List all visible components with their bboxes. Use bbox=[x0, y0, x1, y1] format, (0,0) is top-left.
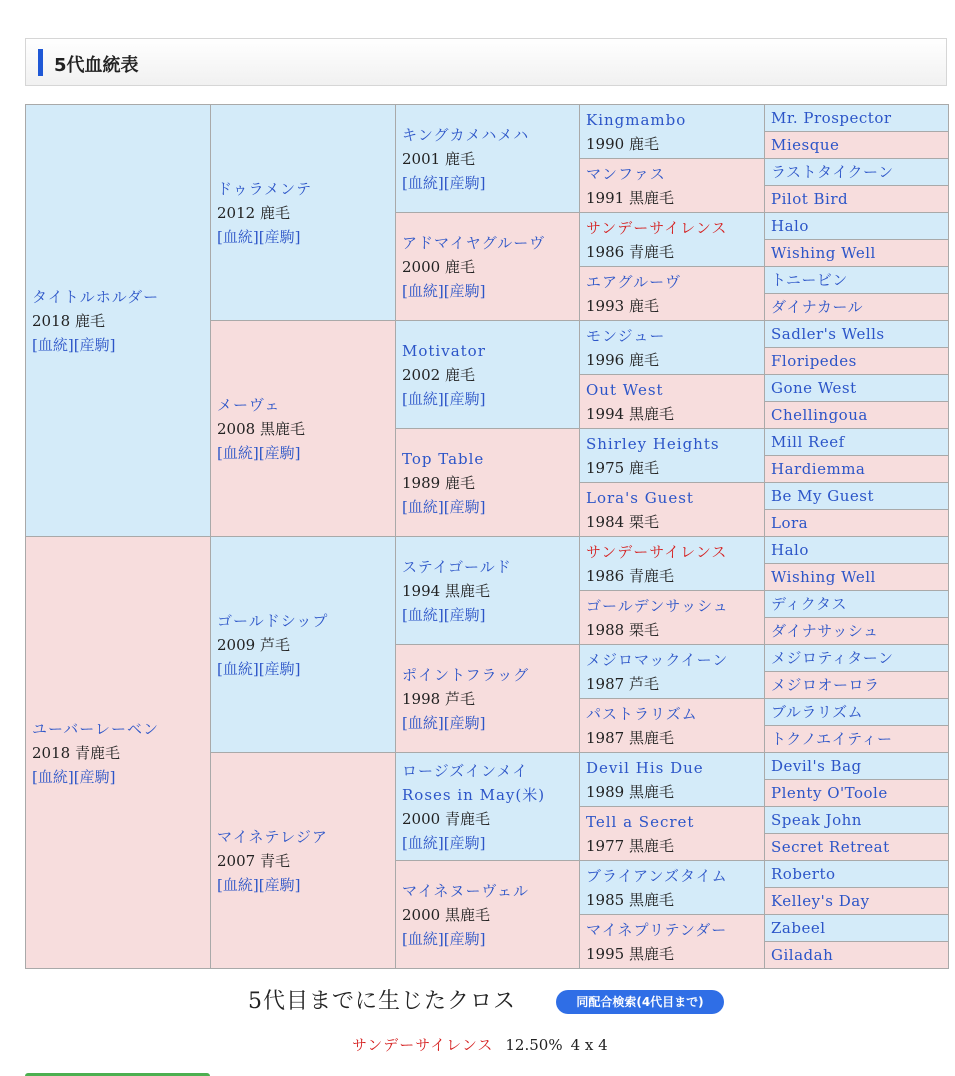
progeny-link[interactable]: [産駒] bbox=[258, 659, 301, 678]
pedigree-cell-g5 bbox=[765, 672, 949, 699]
horse-name[interactable]: キングカメハメハ bbox=[402, 125, 530, 144]
cross-horse-name[interactable]: サンデーサイレンス bbox=[352, 1036, 494, 1054]
horse-name[interactable]: Top Table bbox=[402, 449, 485, 468]
horse-name[interactable]: Tell a Secret bbox=[586, 812, 695, 831]
horse-links bbox=[402, 831, 573, 855]
horse-info: 2000 青鹿毛 bbox=[402, 809, 490, 828]
pedigree-cell-g4 bbox=[580, 213, 765, 267]
horse-name[interactable]: Sadler's Wells bbox=[771, 325, 885, 343]
horse-name[interactable]: Roberto bbox=[771, 865, 836, 883]
horse-info: 2009 芦毛 bbox=[217, 635, 290, 654]
horse-name[interactable]: Hardiemma bbox=[771, 460, 866, 478]
pedigree-cell-g4 bbox=[580, 429, 765, 483]
horse-info: 2012 鹿毛 bbox=[217, 203, 290, 222]
horse-name[interactable]: ゴールドシップ bbox=[217, 611, 329, 630]
pedigree-cell-g5 bbox=[765, 267, 949, 294]
pedigree-table bbox=[25, 104, 949, 969]
pedigree-cell-g5 bbox=[765, 483, 949, 510]
pedigree-cell-g5 bbox=[765, 375, 949, 402]
horse-links bbox=[402, 927, 573, 951]
progeny-link[interactable]: [産駒] bbox=[258, 875, 301, 894]
horse-name[interactable]: ポイントフラッグ bbox=[402, 665, 530, 684]
horse-info: 1987 黒鹿毛 bbox=[586, 728, 674, 747]
pedigree-cell-g5 bbox=[765, 456, 949, 483]
blood-link[interactable]: [血統] bbox=[402, 497, 444, 516]
horse-links bbox=[402, 495, 573, 519]
pedigree-cell-g5 bbox=[765, 618, 949, 645]
pedigree-cell-g3 bbox=[396, 105, 580, 213]
horse-links bbox=[32, 333, 204, 357]
pedigree-cell-g4 bbox=[580, 267, 765, 321]
horse-links bbox=[402, 279, 573, 303]
horse-info: 1993 鹿毛 bbox=[586, 296, 659, 315]
pedigree-cell-g4 bbox=[580, 807, 765, 861]
horse-name[interactable]: ステイゴールド bbox=[402, 557, 512, 576]
horse-name[interactable]: Devil's Bag bbox=[771, 757, 862, 775]
pedigree-cell-g2 bbox=[211, 753, 396, 969]
progeny-link[interactable]: [産駒] bbox=[443, 929, 486, 948]
pedigree-cell-g5 bbox=[765, 861, 949, 888]
horse-name[interactable]: メジロティターン bbox=[771, 649, 894, 667]
pedigree-cell-g5 bbox=[765, 564, 949, 591]
pedigree-cell-g5 bbox=[765, 429, 949, 456]
horse-info: 2007 青毛 bbox=[217, 851, 290, 870]
horse-name[interactable]: サンデーサイレンス bbox=[586, 218, 728, 237]
horse-name[interactable]: マイネテレジア bbox=[217, 827, 328, 846]
horse-name[interactable]: ダイナサッシュ bbox=[771, 622, 879, 640]
horse-name[interactable]: Secret Retreat bbox=[771, 838, 890, 856]
page-title: 5代血統表 bbox=[54, 55, 139, 76]
pedigree-cell-g5 bbox=[765, 834, 949, 861]
horse-info: 1994 黒鹿毛 bbox=[586, 404, 674, 423]
horse-name[interactable]: Motivator bbox=[402, 341, 486, 360]
horse-name[interactable]: Lora's Guest bbox=[586, 488, 694, 507]
horse-name[interactable]: マイネヌーヴェル bbox=[402, 881, 529, 900]
progeny-link[interactable]: [産駒] bbox=[443, 833, 486, 852]
horse-links bbox=[217, 657, 389, 681]
blood-link[interactable]: [血統] bbox=[32, 335, 74, 354]
horse-name[interactable]: メーヴェ bbox=[217, 395, 281, 414]
blood-link[interactable]: [血統] bbox=[217, 659, 259, 678]
pedigree-cell-g5 bbox=[765, 348, 949, 375]
pedigree-cell-g1 bbox=[26, 537, 211, 969]
horse-name[interactable]: マンファス bbox=[586, 164, 666, 183]
horse-name[interactable]: Mill Reef bbox=[771, 433, 845, 451]
horse-name[interactable]: Wishing Well bbox=[771, 568, 876, 586]
pedigree-cell-g4 bbox=[580, 915, 765, 969]
horse-name[interactable]: ディクタス bbox=[771, 595, 848, 613]
horse-info: 1986 青鹿毛 bbox=[586, 566, 674, 585]
progeny-link[interactable]: [産駒] bbox=[73, 335, 116, 354]
pedigree-cell-g5 bbox=[765, 186, 949, 213]
same-breeding-search-button[interactable]: 同配合検索(4代目まで) bbox=[556, 990, 724, 1014]
horse-name[interactable]: トニービン bbox=[771, 271, 848, 289]
pedigree-cell-g4 bbox=[580, 753, 765, 807]
horse-name[interactable]: Halo bbox=[771, 217, 809, 235]
horse-name[interactable]: Mr. Prospector bbox=[771, 109, 892, 127]
pedigree-cell-g5 bbox=[765, 915, 949, 942]
blood-link[interactable]: [血統] bbox=[402, 173, 444, 192]
pedigree-cell-g3 bbox=[396, 861, 580, 969]
horse-name[interactable]: Gone West bbox=[771, 379, 857, 397]
horse-name[interactable]: Devil His Due bbox=[586, 758, 704, 777]
horse-links bbox=[402, 711, 573, 735]
pedigree-cell-g4 bbox=[580, 375, 765, 429]
horse-name[interactable]: ダイナカール bbox=[771, 298, 864, 316]
pedigree-cell-g5 bbox=[765, 807, 949, 834]
horse-name[interactable]: メジロマックイーン bbox=[586, 650, 729, 669]
pedigree-cell-g5 bbox=[765, 510, 949, 537]
horse-name[interactable]: モンジュー bbox=[586, 326, 666, 345]
horse-info: 1998 芦毛 bbox=[402, 689, 475, 708]
horse-links bbox=[402, 171, 573, 195]
progeny-link[interactable]: [産駒] bbox=[258, 227, 301, 246]
progeny-link[interactable]: [産駒] bbox=[443, 389, 486, 408]
pedigree-row bbox=[26, 105, 949, 132]
horse-info: 1977 黒鹿毛 bbox=[586, 836, 674, 855]
horse-name[interactable]: ゴールデンサッシュ bbox=[586, 596, 729, 615]
blood-link[interactable]: [血統] bbox=[217, 443, 259, 462]
pedigree-cell-g2 bbox=[211, 105, 396, 321]
pedigree-cell-g5 bbox=[765, 699, 949, 726]
horse-name[interactable]: ロージズインメイ bbox=[402, 761, 529, 780]
horse-name[interactable]: Pilot Bird bbox=[771, 190, 849, 208]
pedigree-cell-g5 bbox=[765, 726, 949, 753]
pedigree-cell-g5 bbox=[765, 780, 949, 807]
horse-name[interactable]: Kelley's Day bbox=[771, 892, 870, 910]
horse-info: 1996 鹿毛 bbox=[586, 350, 659, 369]
horse-info: 2018 鹿毛 bbox=[32, 311, 105, 330]
horse-links bbox=[217, 225, 389, 249]
blood-link[interactable]: [血統] bbox=[32, 767, 74, 786]
pedigree-cell-g4 bbox=[580, 699, 765, 753]
horse-name[interactable]: Floripedes bbox=[771, 352, 857, 370]
progeny-link[interactable]: [産駒] bbox=[443, 497, 486, 516]
horse-info: 1984 栗毛 bbox=[586, 512, 659, 531]
blood-link[interactable]: [血統] bbox=[217, 227, 259, 246]
horse-info: 2000 黒鹿毛 bbox=[402, 905, 490, 924]
pedigree-cell-g5 bbox=[765, 105, 949, 132]
horse-name[interactable]: ユーバーレーベン bbox=[32, 719, 159, 738]
pedigree-cell-g5 bbox=[765, 132, 949, 159]
horse-name[interactable]: Giladah bbox=[771, 946, 834, 964]
pedigree-cell-g3 bbox=[396, 753, 580, 861]
horse-name[interactable]: サンデーサイレンス bbox=[586, 542, 728, 561]
pedigree-cell-g3 bbox=[396, 645, 580, 753]
horse-links bbox=[402, 387, 573, 411]
horse-name[interactable]: マイネプリテンダー bbox=[586, 920, 728, 939]
horse-info: 1988 栗毛 bbox=[586, 620, 659, 639]
cross-generation: 4 x 4 bbox=[570, 1036, 608, 1054]
horse-info: 1995 黒鹿毛 bbox=[586, 944, 674, 963]
horse-name[interactable]: Kingmambo bbox=[586, 110, 687, 129]
pedigree-cell-g5 bbox=[765, 753, 949, 780]
horse-name[interactable]: エアグルーヴ bbox=[586, 272, 682, 291]
horse-links bbox=[217, 441, 389, 465]
blood-link[interactable]: [血統] bbox=[402, 833, 444, 852]
pedigree-cell-g2 bbox=[211, 321, 396, 537]
horse-name[interactable]: ブライアンズタイム bbox=[586, 866, 728, 885]
progeny-link[interactable]: [産駒] bbox=[443, 173, 486, 192]
horse-info: 1987 芦毛 bbox=[586, 674, 659, 693]
pedigree-cell-g3 bbox=[396, 537, 580, 645]
horse-info: 2001 鹿毛 bbox=[402, 149, 475, 168]
pedigree-cell-g3 bbox=[396, 321, 580, 429]
pedigree-cell-g5 bbox=[765, 159, 949, 186]
horse-info: 1989 鹿毛 bbox=[402, 473, 475, 492]
pedigree-cell-g5 bbox=[765, 591, 949, 618]
horse-name[interactable]: トクノエイティー bbox=[771, 730, 893, 748]
horse-info: 2000 鹿毛 bbox=[402, 257, 475, 276]
header-accent-bar bbox=[38, 49, 43, 76]
pedigree-cell-g4 bbox=[580, 537, 765, 591]
pedigree-cell-g5 bbox=[765, 942, 949, 969]
pedigree-cell-g4 bbox=[580, 159, 765, 213]
horse-name[interactable]: Miesque bbox=[771, 136, 840, 154]
horse-name[interactable]: ラストタイクーン bbox=[771, 163, 894, 181]
horse-info: 1994 黒鹿毛 bbox=[402, 581, 490, 600]
progeny-link[interactable]: [産駒] bbox=[258, 443, 301, 462]
horse-name[interactable]: Plenty O'Toole bbox=[771, 784, 888, 802]
blood-link[interactable]: [血統] bbox=[402, 389, 444, 408]
horse-info: 1989 黒鹿毛 bbox=[586, 782, 674, 801]
horse-name[interactable]: Out West bbox=[586, 380, 664, 399]
horse-name[interactable]: ドゥラメンテ bbox=[217, 179, 313, 198]
horse-name[interactable]: Shirley Heights bbox=[586, 434, 720, 453]
progeny-link[interactable]: [産駒] bbox=[443, 713, 486, 732]
pedigree-cell-g5 bbox=[765, 645, 949, 672]
progeny-link[interactable]: [産駒] bbox=[443, 281, 486, 300]
horse-name[interactable]: Be My Guest bbox=[771, 487, 875, 505]
horse-links bbox=[217, 873, 389, 897]
progeny-link[interactable]: [産駒] bbox=[73, 767, 116, 786]
horse-name[interactable]: メジロオーロラ bbox=[771, 676, 880, 694]
horse-name[interactable]: アドマイヤグルーヴ bbox=[402, 233, 546, 252]
pedigree-cell-g1 bbox=[26, 105, 211, 537]
pedigree-cell-g4 bbox=[580, 321, 765, 375]
horse-info: 1990 鹿毛 bbox=[586, 134, 659, 153]
blood-link[interactable]: [血統] bbox=[402, 605, 444, 624]
pedigree-cell-g4 bbox=[580, 861, 765, 915]
horse-name-alt[interactable]: Roses in May(米) bbox=[402, 785, 546, 804]
pedigree-cell-g4 bbox=[580, 483, 765, 537]
horse-info: 2018 青鹿毛 bbox=[32, 743, 120, 762]
pedigree-cell-g3 bbox=[396, 429, 580, 537]
pedigree-cell-g5 bbox=[765, 537, 949, 564]
horse-info: 2002 鹿毛 bbox=[402, 365, 475, 384]
pedigree-cell-g4 bbox=[580, 105, 765, 159]
horse-info: 1975 鹿毛 bbox=[586, 458, 659, 477]
cross-percent: 12.50% bbox=[505, 1036, 563, 1054]
section-header bbox=[25, 38, 947, 86]
horse-name[interactable]: Halo bbox=[771, 541, 809, 559]
blood-link[interactable]: [血統] bbox=[217, 875, 259, 894]
pedigree-cell-g4 bbox=[580, 645, 765, 699]
horse-name[interactable]: Chellingoua bbox=[771, 406, 868, 424]
horse-name[interactable]: ブルラリズム bbox=[771, 703, 864, 721]
cross-title: 5代目までに生じたクロス bbox=[248, 989, 516, 1014]
horse-name[interactable]: Wishing Well bbox=[771, 244, 876, 262]
pedigree-cell-g5 bbox=[765, 402, 949, 429]
pedigree-cell-g3 bbox=[396, 213, 580, 321]
horse-name[interactable]: Speak John bbox=[771, 811, 862, 829]
horse-links bbox=[32, 765, 204, 789]
cross-item bbox=[352, 1034, 608, 1055]
pedigree-cell-g5 bbox=[765, 240, 949, 267]
pedigree-cell-g5 bbox=[765, 888, 949, 915]
progeny-link[interactable]: [産駒] bbox=[443, 605, 486, 624]
horse-name[interactable]: パストラリズム bbox=[586, 704, 698, 723]
horse-info: 2008 黒鹿毛 bbox=[217, 419, 305, 438]
blood-link[interactable]: [血統] bbox=[402, 281, 444, 300]
pedigree-cell-g5 bbox=[765, 294, 949, 321]
pedigree-cell-g2 bbox=[211, 537, 396, 753]
pedigree-row bbox=[26, 537, 949, 564]
horse-info: 1986 青鹿毛 bbox=[586, 242, 674, 261]
horse-name[interactable]: タイトルホルダー bbox=[32, 287, 160, 306]
horse-links bbox=[402, 603, 573, 627]
blood-link[interactable]: [血統] bbox=[402, 713, 444, 732]
horse-name[interactable]: Zabeel bbox=[771, 919, 826, 937]
blood-link[interactable]: [血統] bbox=[402, 929, 444, 948]
horse-info: 1991 黒鹿毛 bbox=[586, 188, 674, 207]
pedigree-cell-g5 bbox=[765, 213, 949, 240]
pedigree-cell-g4 bbox=[580, 591, 765, 645]
horse-name[interactable]: Lora bbox=[771, 514, 809, 532]
horse-info: 1985 黒鹿毛 bbox=[586, 890, 674, 909]
pedigree-cell-g5 bbox=[765, 321, 949, 348]
